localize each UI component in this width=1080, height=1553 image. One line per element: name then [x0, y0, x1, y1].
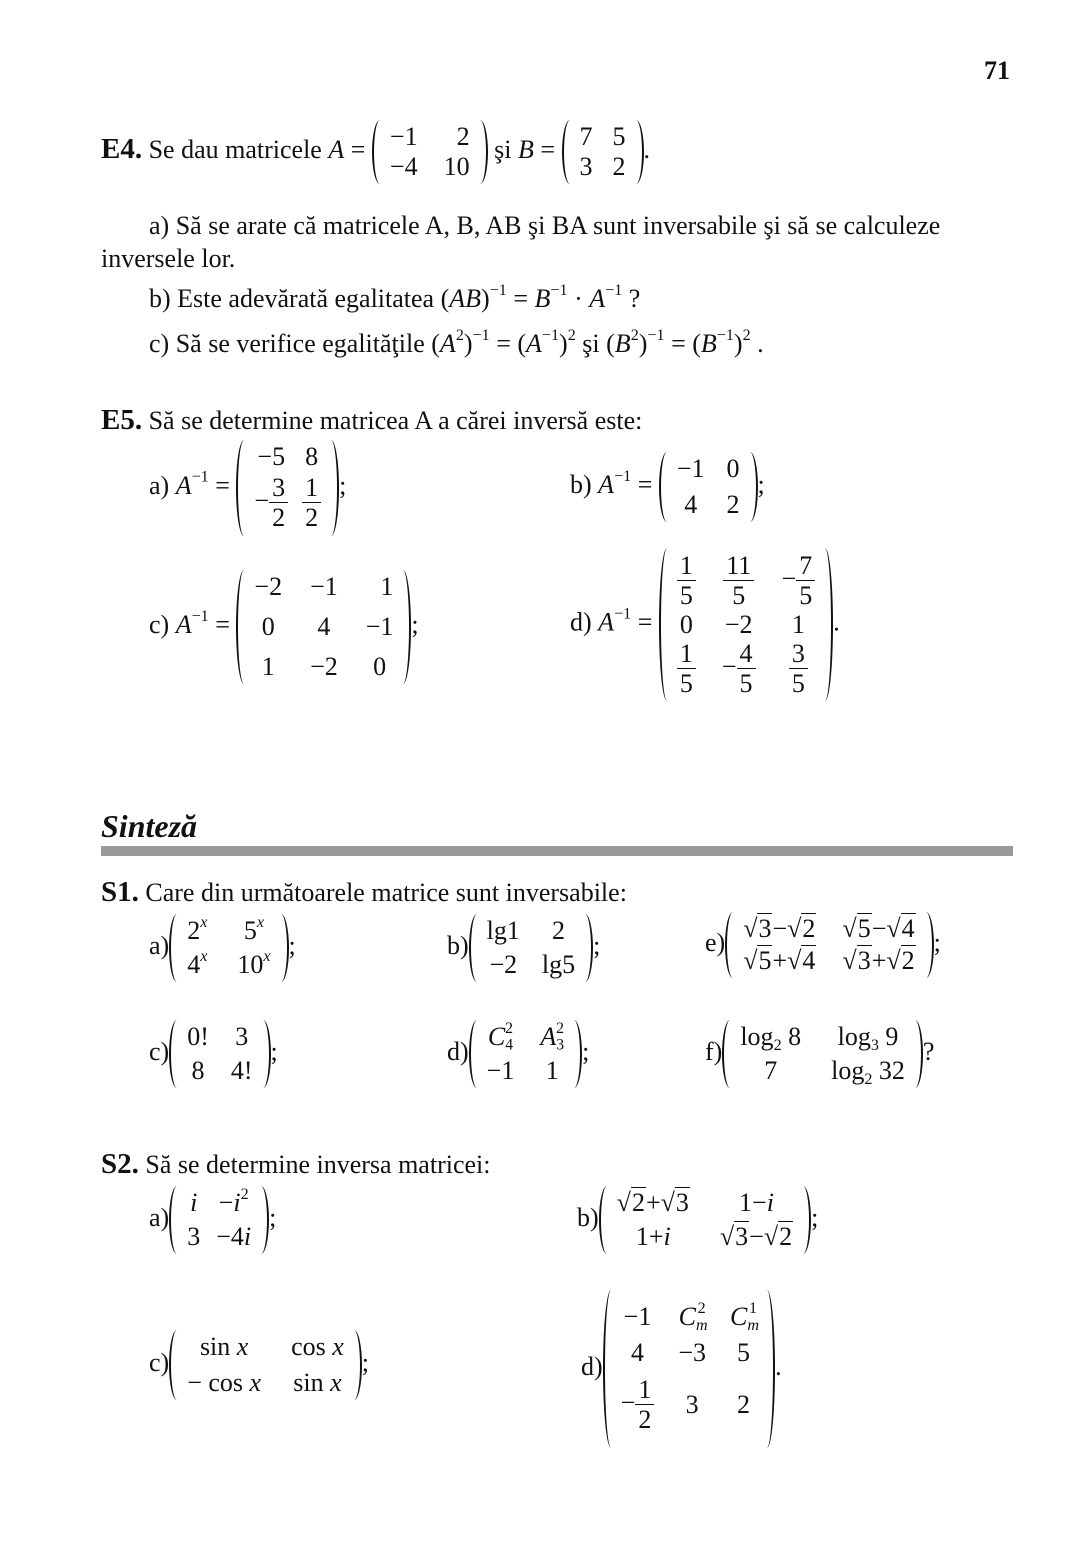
e4-part-a-line2: inversele lor. [101, 244, 236, 273]
s1-f: f) $\log_2 8$ $\log_3 9$ 7 $\log_2 32$ ? [705, 1022, 935, 1088]
s2-d: d) −1 $C_m^2$ $C_m^1$ 4 −3 5 − $\frac{1}{2}$ 3 2 . [581, 1290, 782, 1448]
s1-b: b) lg1 2 −2 lg5 ; [447, 914, 600, 982]
exercise-s2-statement: S2. Să se determine inversa matricei: [101, 1148, 491, 1180]
e5-d: d) $A^{-1}$ = $\frac{1}{5}$ $\frac{11}{5}$ − $\frac{7}{5}$ 0 −2 1 $\frac{1}{5}$ − $\frac{4}{5}$ $\frac{3}{5}$ . [570, 548, 840, 701]
s2-b: b) √2+√3 1−i 1+i √3−√2 ; [577, 1186, 818, 1254]
s1-c: c) 0! 3 8 4! ; [149, 1020, 278, 1088]
e5-b: b) $A^{-1}$ = −1 0 4 2 ; [570, 452, 765, 522]
matrix-b: 7 5 3 2 [562, 120, 644, 184]
e4-part-a-line1: a) Să se arate că matricele A, B, AB şi BA sunt inversabile şi să se calculeze [149, 211, 941, 240]
s1-e: e) √3−√2 √5−√4 √5+√4 √3+√2 ; [705, 912, 941, 978]
exercise-e4-statement: E4. Se dau matricele A = −1 2 −4 10 şi B = 7 5 3 2 . [101, 120, 650, 184]
e5-a: a) $A^{-1}$ = −5 8 − $\frac{3}{2}$ $\frac{1}{2}$ ; [149, 440, 346, 536]
s1-a: a) 2$^x$ 5$^x$ 4$^x$ 10$^x$ ; [149, 914, 296, 982]
exercise-s1-statement: S1. Care din următoarele matrice sunt inversabile: [101, 876, 627, 908]
exercise-e5-statement: E5. Să se determine matricea A a cărei inversă este: [101, 404, 643, 436]
s2-c: c) sin x cos x − cos x sin x ; [149, 1330, 369, 1400]
page-number: 71 [984, 56, 1010, 85]
e4-part-c: c) Să se verifice egalităţile $(A^2)^{-1} = (A^{-1})^2$ şi $(B^2)^{-1} = (B^{-1})^2$ . [149, 326, 764, 358]
matrix-a: −1 2 −4 10 [372, 120, 488, 184]
s2-a: a) i $-i^2$ 3 −4i ; [149, 1186, 276, 1254]
section-divider [101, 846, 1013, 856]
e4-part-b: b) Este adevărată egalitatea $(AB)^{-1} = B^{-1} \cdot A^{-1}$ ? [149, 281, 641, 313]
exercise-label: E4. [101, 132, 143, 165]
e5-c: c) $A^{-1}$ = −2 −1 1 0 4 −1 1 −2 0 ; [149, 570, 419, 684]
section-heading: Sinteză [101, 808, 198, 844]
s1-d: d) $C_4^2$ $A_3^2$ −1 1 ; [447, 1020, 589, 1088]
